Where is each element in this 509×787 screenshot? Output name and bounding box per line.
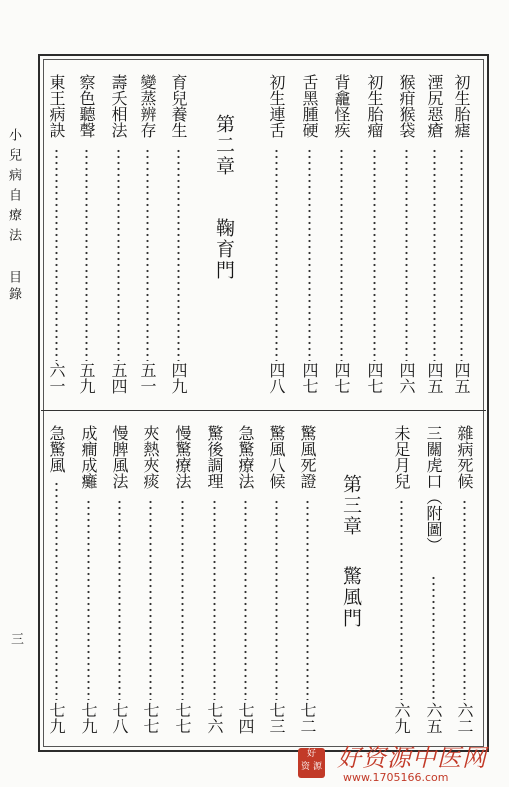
toc-entry-page: 七九 [79, 702, 98, 734]
toc-entry-page: 五一 [138, 362, 157, 394]
dot-leader [181, 499, 184, 700]
toc-entry-page: 六九 [392, 702, 411, 734]
dot-leader [306, 499, 309, 700]
toc-entry-page: 四七 [300, 362, 319, 394]
toc-entry-title: 初生胎瘤 [365, 74, 384, 138]
toc-entry-page: 四七 [365, 362, 384, 394]
chapter-heading: 第三章 [340, 474, 362, 537]
chapter-name: 驚風門 [340, 566, 362, 629]
toc-entry-title: 猴疳猴袋 [397, 74, 416, 138]
toc-entry-title: 慢驚療法 [173, 425, 192, 489]
watermark-seal [298, 748, 325, 778]
toc-entry-title: 初生胎瘧 [452, 74, 471, 138]
dot-leader [177, 148, 180, 361]
toc-entry-page: 七八 [110, 702, 129, 734]
toc-entry-title: 驚風八候 [267, 425, 286, 489]
toc-entry-title: 急驚風 [47, 425, 66, 473]
toc-entry-title: 背龕怪疾 [332, 74, 351, 138]
toc-entry-title: 初生連舌 [267, 74, 286, 138]
dot-leader [463, 499, 466, 700]
toc-entry-page: 七九 [47, 702, 66, 734]
toc-entry-title: 成癎成癱 [79, 425, 98, 489]
toc-entry-title: 壽夭相法 [109, 74, 128, 138]
dot-leader [149, 499, 152, 700]
dot-leader [373, 148, 376, 361]
dot-leader [55, 481, 58, 700]
dot-leader [432, 575, 435, 700]
toc-entry-page: 四七 [332, 362, 351, 394]
toc-entry-title: 慢脾風法 [110, 425, 129, 489]
toc-entry-page: 六二 [455, 702, 474, 734]
toc-entry-page: 四八 [267, 362, 286, 394]
toc-entry-page: 七七 [173, 702, 192, 734]
toc-entry-page: 七三 [267, 702, 286, 734]
dot-leader [118, 499, 121, 700]
toc-entry-title: 變蒸辨存 [138, 74, 157, 138]
toc-entry-page: 六五 [424, 702, 443, 734]
toc-entry-page: 四五 [425, 362, 444, 394]
watermark-url: www.1705166.com [343, 771, 449, 784]
toc-entry-title: 東王病訣 [47, 74, 66, 138]
toc-entry-title: 三關虎口（附圖） [424, 425, 443, 553]
section-label: 目錄 [6, 270, 21, 304]
chapter-heading: 第二章 [213, 114, 235, 177]
book-title: 小兒病自療法 [6, 128, 21, 248]
dot-leader [308, 148, 311, 361]
toc-entry-title: 急驚療法 [236, 425, 255, 489]
dot-leader [146, 148, 149, 361]
seal-char: 源 [313, 762, 323, 772]
page-number: 三 [8, 632, 23, 645]
toc-entry-title: 舌黑腫硬 [300, 74, 319, 138]
dot-leader [275, 499, 278, 700]
toc-entry-page: 七七 [141, 702, 160, 734]
dot-leader [405, 148, 408, 361]
toc-entry-title: 湮尻惡瘡 [425, 74, 444, 138]
seal-char: 好 [307, 749, 317, 759]
toc-entry-page: 四五 [452, 362, 471, 394]
toc-entry-title: 驚後調理 [205, 425, 224, 489]
dot-leader [400, 499, 403, 700]
toc-entry-page: 七二 [298, 702, 317, 734]
toc-entry-page: 四九 [169, 362, 188, 394]
dot-leader [117, 148, 120, 361]
toc-entry-title: 察色聽聲 [77, 74, 96, 138]
toc-entry-title: 育兒養生 [169, 74, 188, 138]
dot-leader [55, 148, 58, 361]
toc-entry-page: 四六 [397, 362, 416, 394]
toc-entry-title: 夾熱夾痰 [141, 425, 160, 489]
toc-entry-page: 六一 [47, 362, 66, 394]
toc-entry-page: 七四 [236, 702, 255, 734]
section-divider [41, 410, 486, 411]
dot-leader [340, 148, 343, 361]
dot-leader [460, 148, 463, 361]
dot-leader [87, 499, 90, 700]
dot-leader [433, 148, 436, 361]
toc-entry-page: 五四 [109, 362, 128, 394]
toc-entry-page: 五九 [77, 362, 96, 394]
dot-leader [213, 499, 216, 700]
toc-entry-title: 未足月兒 [392, 425, 411, 489]
toc-entry-title: 驚風死證 [298, 425, 317, 489]
dot-leader [85, 148, 88, 361]
dot-leader [244, 499, 247, 700]
page-frame [38, 54, 489, 752]
chapter-name: 鞠育門 [213, 218, 235, 281]
watermark-site-name: 好资源中医网 [337, 744, 487, 772]
seal-char: 资 [301, 762, 311, 772]
toc-entry-title: 雜病死候 [455, 425, 474, 489]
dot-leader [275, 148, 278, 361]
toc-entry-page: 七六 [205, 702, 224, 734]
